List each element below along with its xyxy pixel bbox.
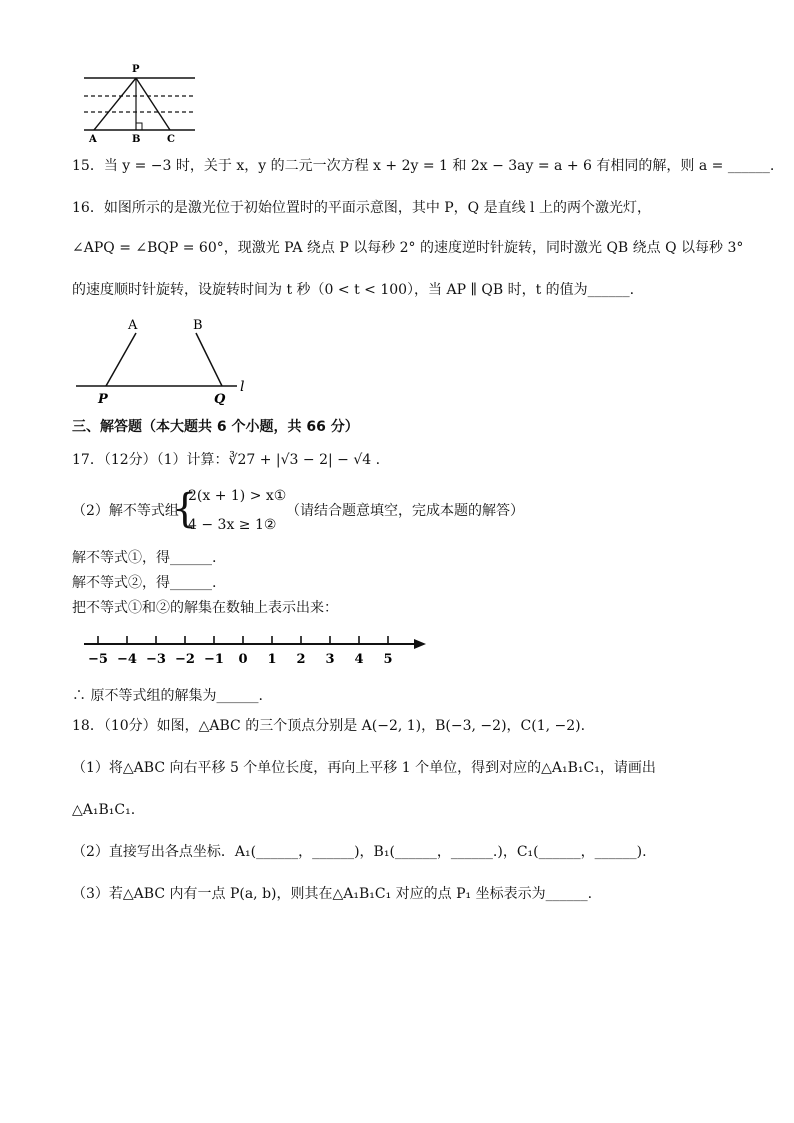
label-b: B	[193, 318, 203, 333]
number-line-tick-label: 4	[354, 652, 364, 667]
question-18-intro: 18．（10分）如图，△ABC 的三个顶点分别是 A(−2, 1)，B(−3, −2)，C(1, −2).	[72, 718, 586, 734]
number-line-tick-label: 0	[238, 652, 248, 667]
number-line-tick-label: −4	[117, 652, 137, 667]
system-brace: {	[172, 486, 198, 532]
number-line-arrow	[414, 639, 426, 649]
fill-ineq-2: 解不等式②，得______.	[72, 575, 217, 591]
label-a: A	[89, 134, 97, 145]
ray-qb	[196, 333, 222, 386]
inequality-1: 2(x + 1) > x①	[188, 488, 287, 504]
label-b: B	[132, 134, 141, 145]
number-line	[80, 632, 430, 672]
question-17-conclusion: ∴ 原不等式组的解集为______.	[72, 688, 263, 704]
segment-pc	[136, 78, 170, 130]
label-q: Q	[214, 392, 226, 405]
river-figure	[80, 60, 200, 145]
number-line-tick-label: −1	[204, 652, 224, 667]
section-3-title: 三、解答题（本大题共 6 个小题，共 66 分）	[72, 419, 359, 435]
laser-figure	[72, 315, 262, 405]
number-line-tick-label: −3	[146, 652, 166, 667]
number-line-tick-label: 1	[267, 652, 277, 667]
label-c: C	[167, 134, 175, 145]
question-16-line3: 的速度顺时针旋转，设旋转时间为 t 秒（0 < t < 100），当 AP ∥ QB 时，t 的值为______.	[72, 282, 635, 298]
label-l: l	[240, 379, 245, 395]
label-p: P	[132, 64, 140, 75]
numberline-prompt: 把不等式①和②的解集在数轴上表示出来：	[72, 600, 338, 616]
question-18-part3: （3）若△ABC 内有一点 P(a, b)，则其在△A₁B₁C₁ 对应的点 P₁ 坐标表示为______.	[72, 886, 593, 902]
ray-pa	[106, 333, 136, 386]
question-18-part1-line1: （1）将△ABC 向右平移 5 个单位长度，再向上平移 1 个单位，得到对应的△A₁B₁C₁，请画出	[72, 760, 656, 776]
number-line-tick-label: 2	[296, 652, 306, 667]
right-angle-mark	[136, 123, 142, 130]
question-15: 15．当 y = −3 时，关于 x，y 的二元一次方程 x + 2y = 1 和 2x − 3ay = a + 6 有相同的解，则 a = ______.	[72, 158, 775, 174]
question-17-part2-prefix: （2）解不等式组	[72, 503, 179, 519]
fill-ineq-1: 解不等式①，得______.	[72, 550, 217, 566]
number-line-tick-label: −2	[175, 652, 195, 667]
question-16-line2: ∠APQ = ∠BQP = 60°，现激光 PA 绕点 P 以每秒 2° 的速度逆时针旋转，同时激光 QB 绕点 Q 以每秒 3°	[72, 240, 744, 256]
inequality-2: 4 − 3x ≥ 1②	[188, 517, 277, 533]
question-17-part2-suffix: （请结合题意填空，完成本题的解答）	[286, 503, 524, 519]
number-line-tick-label: −5	[88, 652, 108, 667]
question-18-part2: （2）直接写出各点坐标．A₁(______，______)，B₁(______，______.)，C₁(______，______).	[72, 844, 647, 860]
number-line-tick-label: 5	[383, 652, 393, 667]
label-p: P	[98, 392, 108, 405]
label-a: A	[128, 318, 138, 333]
number-line-ticks	[88, 636, 393, 667]
question-17-part1: 17．（12分）（1）计算：∛27 + |√3 − 2| − √4 .	[72, 452, 381, 468]
segment-pa	[94, 78, 136, 130]
number-line-tick-label: 3	[325, 652, 335, 667]
question-18-part1-line2: △A₁B₁C₁.	[72, 802, 136, 818]
question-16-line1: 16．如图所示的是激光位于初始位置时的平面示意图，其中 P，Q 是直线 l 上的两个激光灯，	[72, 200, 651, 216]
